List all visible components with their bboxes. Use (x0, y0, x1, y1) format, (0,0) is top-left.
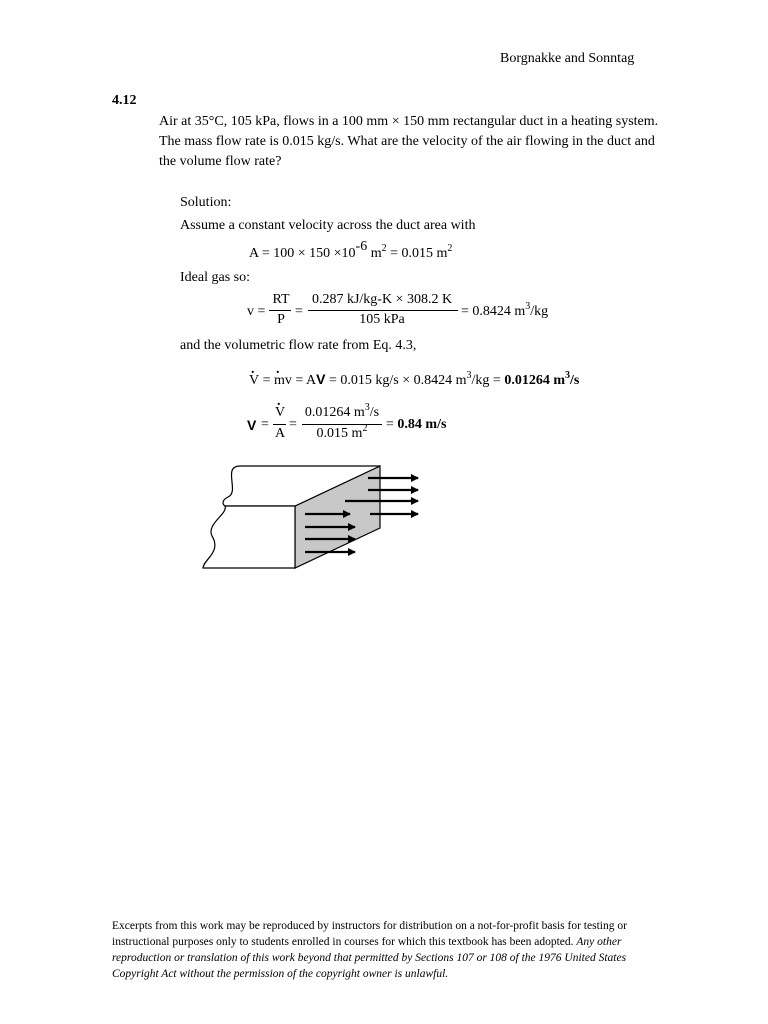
volume-flow-equation: . V = . mv = AV = 0.015 kg/s × 0.8424 $m^3/kg = 0.01264$ $m^3/s$ (249, 371, 579, 389)
volumetric-intro: and the volumetric flow rate from Eq. 4.3, (180, 338, 417, 353)
problem-number: 4.12 (112, 93, 137, 108)
duct-front-face (203, 506, 295, 568)
problem-statement: Air at 35°C, 105 kPa, flows in a 100 mm × 150 mm rectangular duct in a heating system. The mass flow rate is 0.015 kg/s. What are the velocity of the air flowing in the duct and the volume flow rate? (159, 114, 659, 169)
assumption-text: Assume a constant velocity across the duct area with (180, 218, 476, 233)
area-equation: $A = 100 \times 150 \times 10^{-6}$ $m^2 = 0.015$ $m^2$ (249, 239, 453, 261)
page-header-authors: Borgnakke and Sonntag (500, 51, 635, 66)
copyright-footer: Excerpts from this work may be reproduced by instructors for distribution on a not-for-profit basis for testing or instructional purposes only to students enrolled in courses for which this textbook has been adopted. Any other reproduction or translation of this work beyond that permitted by Sections 107 or 108 of the 1976 United States Copyright Act without the permission of the copyright owner is unlawful. (112, 920, 627, 980)
ideal-gas-label: Ideal gas so: (180, 270, 250, 285)
solution-heading: Solution: (180, 195, 232, 210)
